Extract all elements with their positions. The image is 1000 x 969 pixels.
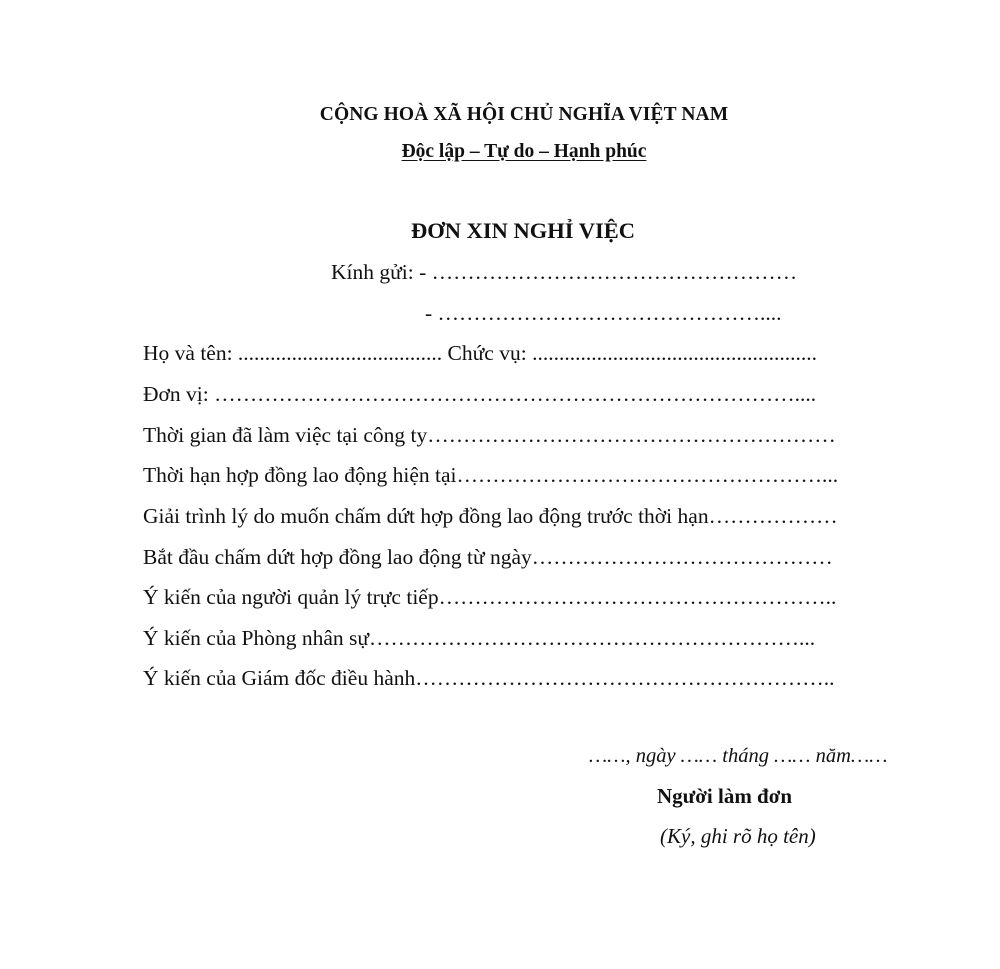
addressee-line-2: - ………………………………………....	[425, 301, 782, 325]
field-name-position: Họ và tên: ...................................... Chức vụ: .....................................................	[143, 341, 817, 365]
national-title: CỘNG HOÀ XÃ HỘI CHỦ NGHĨA VIỆT NAM	[319, 104, 729, 125]
field-unit: Đơn vị: ………………………………………………………………………....	[143, 382, 817, 406]
national-motto: Độc lập – Tự do – Hạnh phúc	[401, 141, 647, 162]
field-director-opinion: Ý kiến của Giám đốc điều hành…………………………………………………..	[143, 666, 835, 690]
addressee-line-1: Kính gửi: - ……………………………………………	[331, 260, 798, 284]
field-termination-date: Bắt đầu chấm dứt hợp đồng lao động từ ngày……………………………………	[143, 545, 833, 569]
signature-note: (Ký, ghi rõ họ tên)	[660, 824, 816, 848]
signature-date-line: ……, ngày …… tháng …… năm……	[589, 745, 888, 767]
field-manager-opinion: Ý kiến của người quản lý trực tiếp………………………………………………..	[143, 585, 837, 609]
signer-label: Người làm đơn	[657, 784, 793, 808]
document-title: ĐƠN XIN NGHỈ VIỆC	[411, 218, 635, 243]
field-contract-term: Thời hạn hợp đồng lao động hiện tại……………………………………………...	[143, 463, 839, 487]
field-termination-reason: Giải trình lý do muốn chấm dứt hợp đồng lao động trước thời hạn………………	[143, 504, 838, 528]
field-hr-opinion: Ý kiến của Phòng nhân sự……………………………………………………...	[143, 626, 816, 650]
field-work-duration: Thời gian đã làm việc tại công ty…………………………………………………	[143, 423, 836, 447]
